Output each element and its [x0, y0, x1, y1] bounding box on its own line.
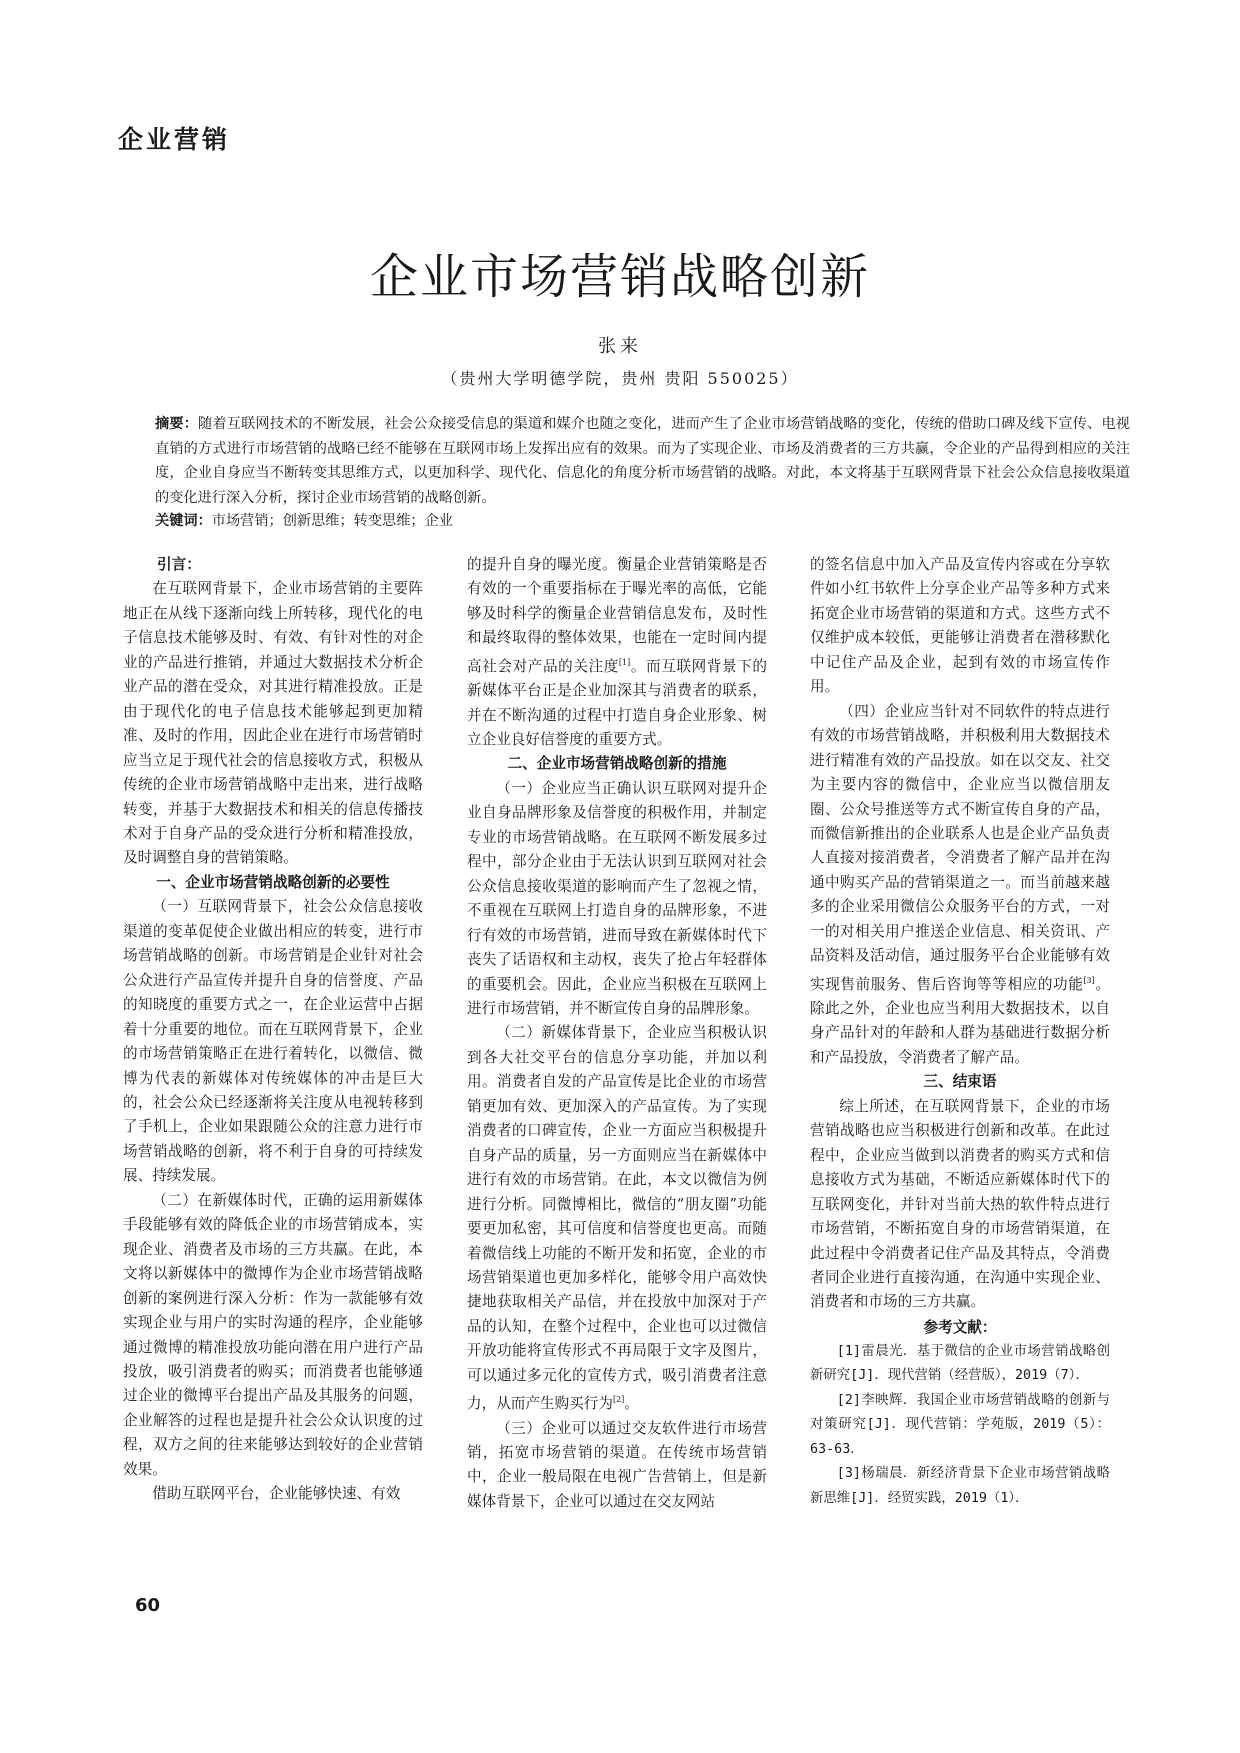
article-author: 张来	[598, 336, 642, 357]
reference-item: [1]雷晨光．基于微信的企业市场营销战略创新研究[J]．现代营销（经营版），2019（7）．	[810, 1343, 1110, 1384]
paragraph-1-2: （二）在新媒体时代，正确的运用新媒体手段能够有效的降低企业的市场营销成本，实现企业、消费者及市场的三方共赢。在此，本文将以新媒体中的微博作为企业市场营销战略创新的案例进行深入分析：作为一款能够有效实现企业与用户的实时沟通的程序，企业能够通过微博的精准投放功能向潜在用户进行产品投放，吸引消费者的购买；而消费者也能够通过企业的微博平台提出产品及其服务的问题，企业解答的过程也是提升社会公众认识度的过程，双方之间的往来能够达到较好的企业营销效果。	[123, 1191, 423, 1478]
article-title: 企业市场营销战略创新	[369, 249, 870, 305]
paragraph-conclusion: 综上所述，在互联网背景下，企业的市场营销战略也应当积极进行创新和改革。在此过程中，企业应当做到以消费者的购买方式和信息接收方式为基础，不断适应新媒体时代下的互联网变化，并针对当前大热的软件特点进行市场营销，不断拓宽自身的市场营销渠道，在此过程中令消费者记住产品及其特点，令消费者同企业进行直接沟通，在沟通中实现企业、消费者和市场的三方共赢。	[810, 1097, 1110, 1311]
paragraph-2-3-cont: 的签名信息中加入产品及宣传内容或在分享软件如小红书软件上分享企业产品等多种方式来拓宽企业市场营销的渠道和方式。这些方式不仅维护成本较低，更能够让消费者在潜移默化中记住产品及企业，起到有效的市场宣传作用。	[810, 556, 1110, 696]
keywords	[155, 509, 1130, 533]
intro-heading: 引言：	[157, 556, 201, 573]
paragraph-2-2: （二）新媒体背景下，企业应当积极认识到各大社交平台的信息分享功能，并加以利用。消费者自发的产品宣传是比企业的市场营销更加有效、更加深入的产品宣传。为了实现消费者的口碑宣传，企业一方面应当积极提升自身产品的质量，另一方面则应当在新媒体中进行有效的市场营销。在此，本文以微信为例进行分析。同微博相比，微信的“朋友圈”功能要更加私密，其可信度和信誉度也更高。而随着微信线上功能的不断开发和拓宽，企业的市场营销渠道也更加多样化，能够令用户高效快捷地获取相关产品信，并在投放中加深对于产品的认知，在整个过程中，企业也可以过微信开放功能将宣传形式不再局限于文字及图片，可以通过多元化的宣传方式，吸引消费者注意力，从而产生购买行为[2]。	[467, 1024, 767, 1413]
keywords-text: 市场营销；创新思维；转变思维；企业	[211, 513, 453, 529]
heading-section-2: 二、企业市场营销战略创新的措施	[507, 755, 727, 773]
column-1	[123, 553, 423, 1507]
abstract	[155, 412, 1130, 510]
section-label: 企业营销	[118, 125, 231, 154]
paragraph-1-3-start: 借助互联网平台，企业能够快速、有效	[152, 1485, 401, 1503]
paragraph-2-1: （一）企业应当正确认识互联网对提升企业自身品牌形象及信誉度的积极作用，并制定专业的市场营销战略。在互联网不断发展多过程中，部分企业由于无法认识到互联网对社会公众信息接收渠道的影响而产生了忽视之情，不重视在互联网上打造自身的品牌形象，不进行有效的市场营销，进而导致在新媒体时代下丧失了话语权和主动权，丧失了抢占年轻群体的重要机会。因此，企业应当积极在互联网上进行市场营销，并不断宣传自身的品牌形象。	[467, 779, 767, 1018]
paragraph-1-1: （一）互联网背景下，社会公众信息接收渠道的变革促使企业做出相应的转变，进行市场营销战略的创新。市场营销是企业针对社会公众进行产品宣传并提升自身的信誉度、产品的知晓度的重要方式之一，在企业运营中占据着十分重要的地位。而在互联网背景下，企业的市场营销策略正在进行着转化，以微信、微博为代表的新媒体对传统媒体的冲击是巨大的，社会公众已经逐渐将关注度从电视转移到了手机上，企业如果跟随公众的注意力进行市场营销战略的创新，将不利于自身的可持续发展、持续发展。	[123, 898, 423, 1185]
paragraph-1-3-cont: 的提升自身的曝光度。衡量企业营销策略是否有效的一个重要指标在于曝光率的高低，它能够及时科学的衡量企业营销信息发布，及时性和最终取得的整体效果，也能在一定时间内提高社会对产品的关注度[1]。而互联网背景下的新媒体平台正是企业加深其与消费者的联系，并在不断沟通的过程中打造自身企业形象、树立企业良好信誉度的重要方式。	[467, 556, 767, 749]
paragraph-2-3-start: （三）企业可以通过交友软件进行市场营销，拓宽市场营销的渠道。在传统市场营销中，企业一般局限在电视广告营销上，但是新媒体背景下，企业可以通过在交友网站	[467, 1419, 767, 1510]
reference-item: [3]杨瑞晨．新经济背景下企业市场营销战略新思维[J]．经贸实践，2019（1）．	[810, 1466, 1110, 1506]
abstract-text: 随着互联网技术的不断发展，社会公众接受信息的渠道和媒介也随之变化，进而产生了企业市场营销战略的变化，传统的借助口碑及线下宣传、电视直销的方式进行市场营销的战略已经不能够在互联网市场上发挥出应有的效果。而为了实现企业、市场及消费者的三方共赢，令企业的产品得到相应的关注度，企业自身应当不断转变其思维方式，以更加科学、现代化、信息化的角度分析市场营销的战略。对此，本文将基于互联网背景下社会公众信息接收渠道的变化进行深入分析，探讨企业市场营销的战略创新。	[155, 416, 1130, 506]
reference-item: [2]李映辉．我国企业市场营销战略的创新与对策研究[J]．现代营销：学苑版，2019（5）：63-63．	[810, 1392, 1110, 1457]
page-number: 60	[135, 1595, 161, 1616]
column-3	[810, 553, 1110, 1511]
paragraph-2-4: （四）企业应当针对不同软件的特点进行有效的市场营销战略，并积极利用大数据技术进行精准有效的产品投放。如在以交友、社交为主要内容的微信中，企业应当以微信朋友圈、公众号推送等方式不断宣传自身的产品，而微信新推出的企业联系人也是企业产品负责人直接对接消费者，令消费者了解产品并在沟通中购买产品的营销渠道之一。而当前越来越多的企业采用微信公众服务平台的方式，一对一的对相关用户推送企业信息、相关资讯、产品资料及活动信，通过服务平台企业能够有效实现售前服务、售后咨询等等相应的功能[3]。除此之外，企业也应当利用大数据技术，以自身产品针对的年龄和人群为基础进行数据分析和产品投放，令消费者了解产品。	[810, 702, 1110, 1066]
citation-1: [1]	[618, 657, 631, 667]
keywords-label: 关键词：	[155, 513, 212, 529]
heading-section-3: 三、结束语	[923, 1073, 997, 1091]
citation-2: [2]	[612, 1395, 625, 1405]
citation-3: [3]	[1083, 975, 1095, 985]
abstract-label: 摘要：	[155, 416, 199, 432]
paragraph-intro: 在互联网背景下，企业市场营销的主要阵地正在从线下逐渐向线上所转移，现代化的电子信息技术能够及时、有效、有针对性的对企业的产品进行推销，并通过大数据技术分析企业产品的潜在受众，对其进行精准投放。正是由于现代化的电子信息技术能够起到更加精准、及时的作用，因此企业在进行市场营销时应当立足于现代社会的信息接收方式，积极从传统的企业市场营销战略中走出来，进行战略转变，并基于大数据技术和相关的信息传播技术对于自身产品的受众进行分析和精准投放，及时调整自身的营销策略。	[123, 580, 423, 867]
references-heading: 参考文献：	[923, 1318, 997, 1336]
heading-section-1: 一、企业市场营销战略创新的必要性	[156, 873, 390, 891]
article-affiliation: （贵州大学明德学院，贵州 贵阳 550025）	[441, 369, 799, 388]
column-2	[467, 553, 767, 1514]
